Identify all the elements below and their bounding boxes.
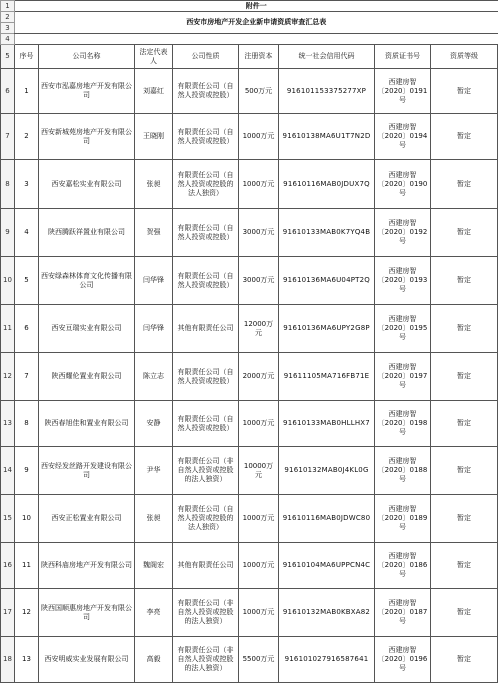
registered-capital-cell[interactable]: 1000万元 [239,589,279,637]
company-nature-cell[interactable]: 有限责任公司（自然人投资或控股的法人独资） [173,160,239,209]
registered-capital-cell[interactable]: 5500万元 [239,637,279,683]
table-row [1,114,498,160]
grade-cell[interactable]: 暂定 [431,637,498,683]
company-nature-cell[interactable]: 有限责任公司（非自然人投资或控股的法人独资） [173,637,239,683]
seq-cell[interactable]: 6 [15,305,39,353]
header-company[interactable]: 公司名称 [39,45,135,69]
seq-cell[interactable]: 8 [15,401,39,447]
cert-number-cell[interactable]: 西建房智〔2020〕0189号 [375,495,431,543]
spacer-row [15,34,498,45]
company-name-cell[interactable]: 西安新城苑房地产开发有限公司 [39,114,135,160]
legal-rep-cell[interactable]: 高毅 [135,637,173,683]
header-nature[interactable]: 公司性质 [173,45,239,69]
row-number[interactable]: 2 [1,12,15,23]
grade-cell[interactable]: 暂定 [431,495,498,543]
header-credit-code[interactable]: 统一社会信用代码 [279,45,375,69]
company-nature-cell[interactable]: 有限责任公司（非自然人投资或控股的法人独资） [173,589,239,637]
registered-capital-cell[interactable]: 500万元 [239,69,279,114]
header-seq[interactable]: 序号 [15,45,39,69]
grade-cell[interactable]: 暂定 [431,69,498,114]
company-name-cell[interactable]: 陕西腾跃祥置业有限公司 [39,209,135,257]
grade-cell[interactable]: 暂定 [431,353,498,401]
attachment-label: 附件一 [15,1,498,12]
cert-number-cell[interactable]: 西建房智〔2020〕0190号 [375,160,431,209]
credit-code-cell[interactable]: 916101027916587641 [279,637,375,683]
credit-code-cell[interactable]: 91610132MAB0J4KL0G [279,447,375,495]
table-row [1,543,498,589]
legal-rep-cell[interactable]: 王晓刚 [135,114,173,160]
header-cert[interactable]: 资质证书号 [375,45,431,69]
company-name-cell[interactable]: 西安绿森林体育文化传播有限公司 [39,257,135,305]
header-row [1,45,498,69]
table-row [1,637,498,683]
sheet-row-2 [1,12,498,23]
grade-cell[interactable]: 暂定 [431,114,498,160]
seq-cell[interactable]: 12 [15,589,39,637]
registered-capital-cell[interactable]: 1000万元 [239,495,279,543]
company-name-cell[interactable]: 西安正松置业有限公司 [39,495,135,543]
row-number[interactable]: 18 [1,637,15,683]
row-number[interactable]: 10 [1,257,15,305]
table-row [1,209,498,257]
cert-number-cell[interactable]: 西建房智〔2020〕0193号 [375,257,431,305]
company-nature-cell[interactable]: 其他有限责任公司 [173,543,239,589]
table-row [1,401,498,447]
registered-capital-cell[interactable]: 12000万元 [239,305,279,353]
company-name-cell[interactable]: 陕西春旭佳和置业有限公司 [39,401,135,447]
row-number[interactable]: 7 [1,114,15,160]
grade-cell[interactable]: 暂定 [431,257,498,305]
cert-number-cell[interactable]: 西建房智〔2020〕0188号 [375,447,431,495]
table-row [1,257,498,305]
seq-cell[interactable]: 5 [15,257,39,305]
row-number[interactable]: 14 [1,447,15,495]
registered-capital-cell[interactable]: 10000万元 [239,447,279,495]
cert-number-cell[interactable]: 西建房智〔2020〕0192号 [375,209,431,257]
legal-rep-cell[interactable]: 闫华锋 [135,257,173,305]
seq-cell[interactable]: 4 [15,209,39,257]
company-nature-cell[interactable]: 有限责任公司（自然人投资或控股） [173,209,239,257]
registered-capital-cell[interactable]: 3000万元 [239,209,279,257]
grade-cell[interactable]: 暂定 [431,160,498,209]
row-number[interactable]: 17 [1,589,15,637]
grade-cell[interactable]: 暂定 [431,305,498,353]
table-body [1,1,498,683]
credit-code-cell[interactable]: 91610104MA6UPPCN4C [279,543,375,589]
credit-code-cell[interactable]: 916101153375277XP [279,69,375,114]
table-row [1,447,498,495]
company-nature-cell[interactable]: 其他有限责任公司 [173,305,239,353]
table-title: 西安市房地产开发企业新申请资质审查汇总表 [15,12,498,34]
company-nature-cell[interactable]: 有限责任公司（自然人投资或控股） [173,257,239,305]
cert-number-cell[interactable]: 西建房智〔2020〕0197号 [375,353,431,401]
row-number[interactable]: 1 [1,1,15,12]
registered-capital-cell[interactable]: 1000万元 [239,160,279,209]
grade-cell[interactable]: 暂定 [431,543,498,589]
sheet-row-1 [1,1,498,12]
cert-number-cell[interactable]: 西建房智〔2020〕0187号 [375,589,431,637]
credit-code-cell[interactable]: 91610133MAB0K7YQ4B [279,209,375,257]
legal-rep-cell[interactable]: 闫华锋 [135,305,173,353]
credit-code-cell[interactable]: 91610132MAB0KBXA82 [279,589,375,637]
row-number[interactable]: 11 [1,305,15,353]
seq-cell[interactable]: 7 [15,353,39,401]
credit-code-cell[interactable]: 91610136MA6U04PT2Q [279,257,375,305]
registered-capital-cell[interactable]: 1000万元 [239,401,279,447]
legal-rep-cell[interactable]: 李亮 [135,589,173,637]
table-row [1,69,498,114]
company-name-cell[interactable]: 西安经发丝路开发建设有限公司 [39,447,135,495]
credit-code-cell[interactable]: 91610116MAB0JDWC80 [279,495,375,543]
company-name-cell[interactable]: 西安市泓嘉房地产开发有限公司 [39,69,135,114]
legal-rep-cell[interactable]: 贺强 [135,209,173,257]
cert-number-cell[interactable]: 西建房智〔2020〕0186号 [375,543,431,589]
table-row [1,589,498,637]
seq-cell[interactable]: 1 [15,69,39,114]
header-legal-rep[interactable]: 法定代表人 [135,45,173,69]
company-name-cell[interactable]: 西安亘瑞实业有限公司 [39,305,135,353]
cert-number-cell[interactable]: 西建房智〔2020〕0194号 [375,114,431,160]
seq-cell[interactable]: 3 [15,160,39,209]
row-number[interactable]: 9 [1,209,15,257]
seq-cell[interactable]: 11 [15,543,39,589]
legal-rep-cell[interactable]: 魏阁宏 [135,543,173,589]
cert-number-cell[interactable]: 西建房智〔2020〕0195号 [375,305,431,353]
row-number[interactable]: 16 [1,543,15,589]
legal-rep-cell[interactable]: 安静 [135,401,173,447]
company-name-cell[interactable]: 西安嘉松实业有限公司 [39,160,135,209]
grade-cell[interactable]: 暂定 [431,589,498,637]
legal-rep-cell[interactable]: 陈立志 [135,353,173,401]
credit-code-cell[interactable]: 91611105MA716FB71E [279,353,375,401]
company-nature-cell[interactable]: 有限责任公司（自然人投资或控股） [173,114,239,160]
table-row [1,160,498,209]
row-number[interactable]: 4 [1,34,15,45]
row-number[interactable]: 12 [1,353,15,401]
legal-rep-cell[interactable]: 张昶 [135,495,173,543]
cert-number-cell[interactable]: 西建房智〔2020〕0191号 [375,69,431,114]
row-number[interactable]: 15 [1,495,15,543]
company-nature-cell[interactable]: 有限责任公司（非自然人投资或控股的法人独资） [173,447,239,495]
row-number[interactable]: 5 [1,45,15,69]
credit-code-cell[interactable]: 91610116MAB0JDUX7Q [279,160,375,209]
table-row [1,495,498,543]
legal-rep-cell[interactable]: 张昶 [135,160,173,209]
header-grade[interactable]: 资质等级 [431,45,498,69]
legal-rep-cell[interactable]: 刘嘉红 [135,69,173,114]
credit-code-cell[interactable]: 91610136MA6UPY2G8P [279,305,375,353]
cert-number-cell[interactable]: 西建房智〔2020〕0198号 [375,401,431,447]
company-name-cell[interactable]: 陕西耀伦置业有限公司 [39,353,135,401]
table-row [1,305,498,353]
company-nature-cell[interactable]: 有限责任公司（自然人投资或控股） [173,401,239,447]
registered-capital-cell[interactable]: 1000万元 [239,114,279,160]
sheet-row-4 [1,34,498,45]
seq-cell[interactable]: 2 [15,114,39,160]
grade-cell[interactable]: 暂定 [431,401,498,447]
company-nature-cell[interactable]: 有限责任公司（自然人投资或控股） [173,69,239,114]
registered-capital-cell[interactable]: 1000万元 [239,543,279,589]
registered-capital-cell[interactable]: 3000万元 [239,257,279,305]
registered-capital-cell[interactable]: 2000万元 [239,353,279,401]
cert-number-cell[interactable]: 西建房智〔2020〕0196号 [375,637,431,683]
seq-cell[interactable]: 13 [15,637,39,683]
table-row [1,353,498,401]
grade-cell[interactable]: 暂定 [431,209,498,257]
legal-rep-cell[interactable]: 尹华 [135,447,173,495]
seq-cell[interactable]: 10 [15,495,39,543]
company-nature-cell[interactable]: 有限责任公司（自然人投资或控股的法人独资） [173,495,239,543]
seq-cell[interactable]: 9 [15,447,39,495]
company-name-cell[interactable]: 西安明威实业发展有限公司 [39,637,135,683]
row-number[interactable]: 3 [1,23,15,34]
grade-cell[interactable]: 暂定 [431,447,498,495]
company-nature-cell[interactable]: 有限责任公司（自然人投资或控股） [173,353,239,401]
header-capital[interactable]: 注册资本 [239,45,279,69]
row-number[interactable]: 8 [1,160,15,209]
row-number[interactable]: 6 [1,69,15,114]
row-number[interactable]: 13 [1,401,15,447]
credit-code-cell[interactable]: 91610138MA6U1T7N2D [279,114,375,160]
credit-code-cell[interactable]: 91610133MAB0HLLHX7 [279,401,375,447]
company-name-cell[interactable]: 陕西科庙房地产开发有限公司 [39,543,135,589]
company-name-cell[interactable]: 陕西国顺惠房地产开发有限公司 [39,589,135,637]
